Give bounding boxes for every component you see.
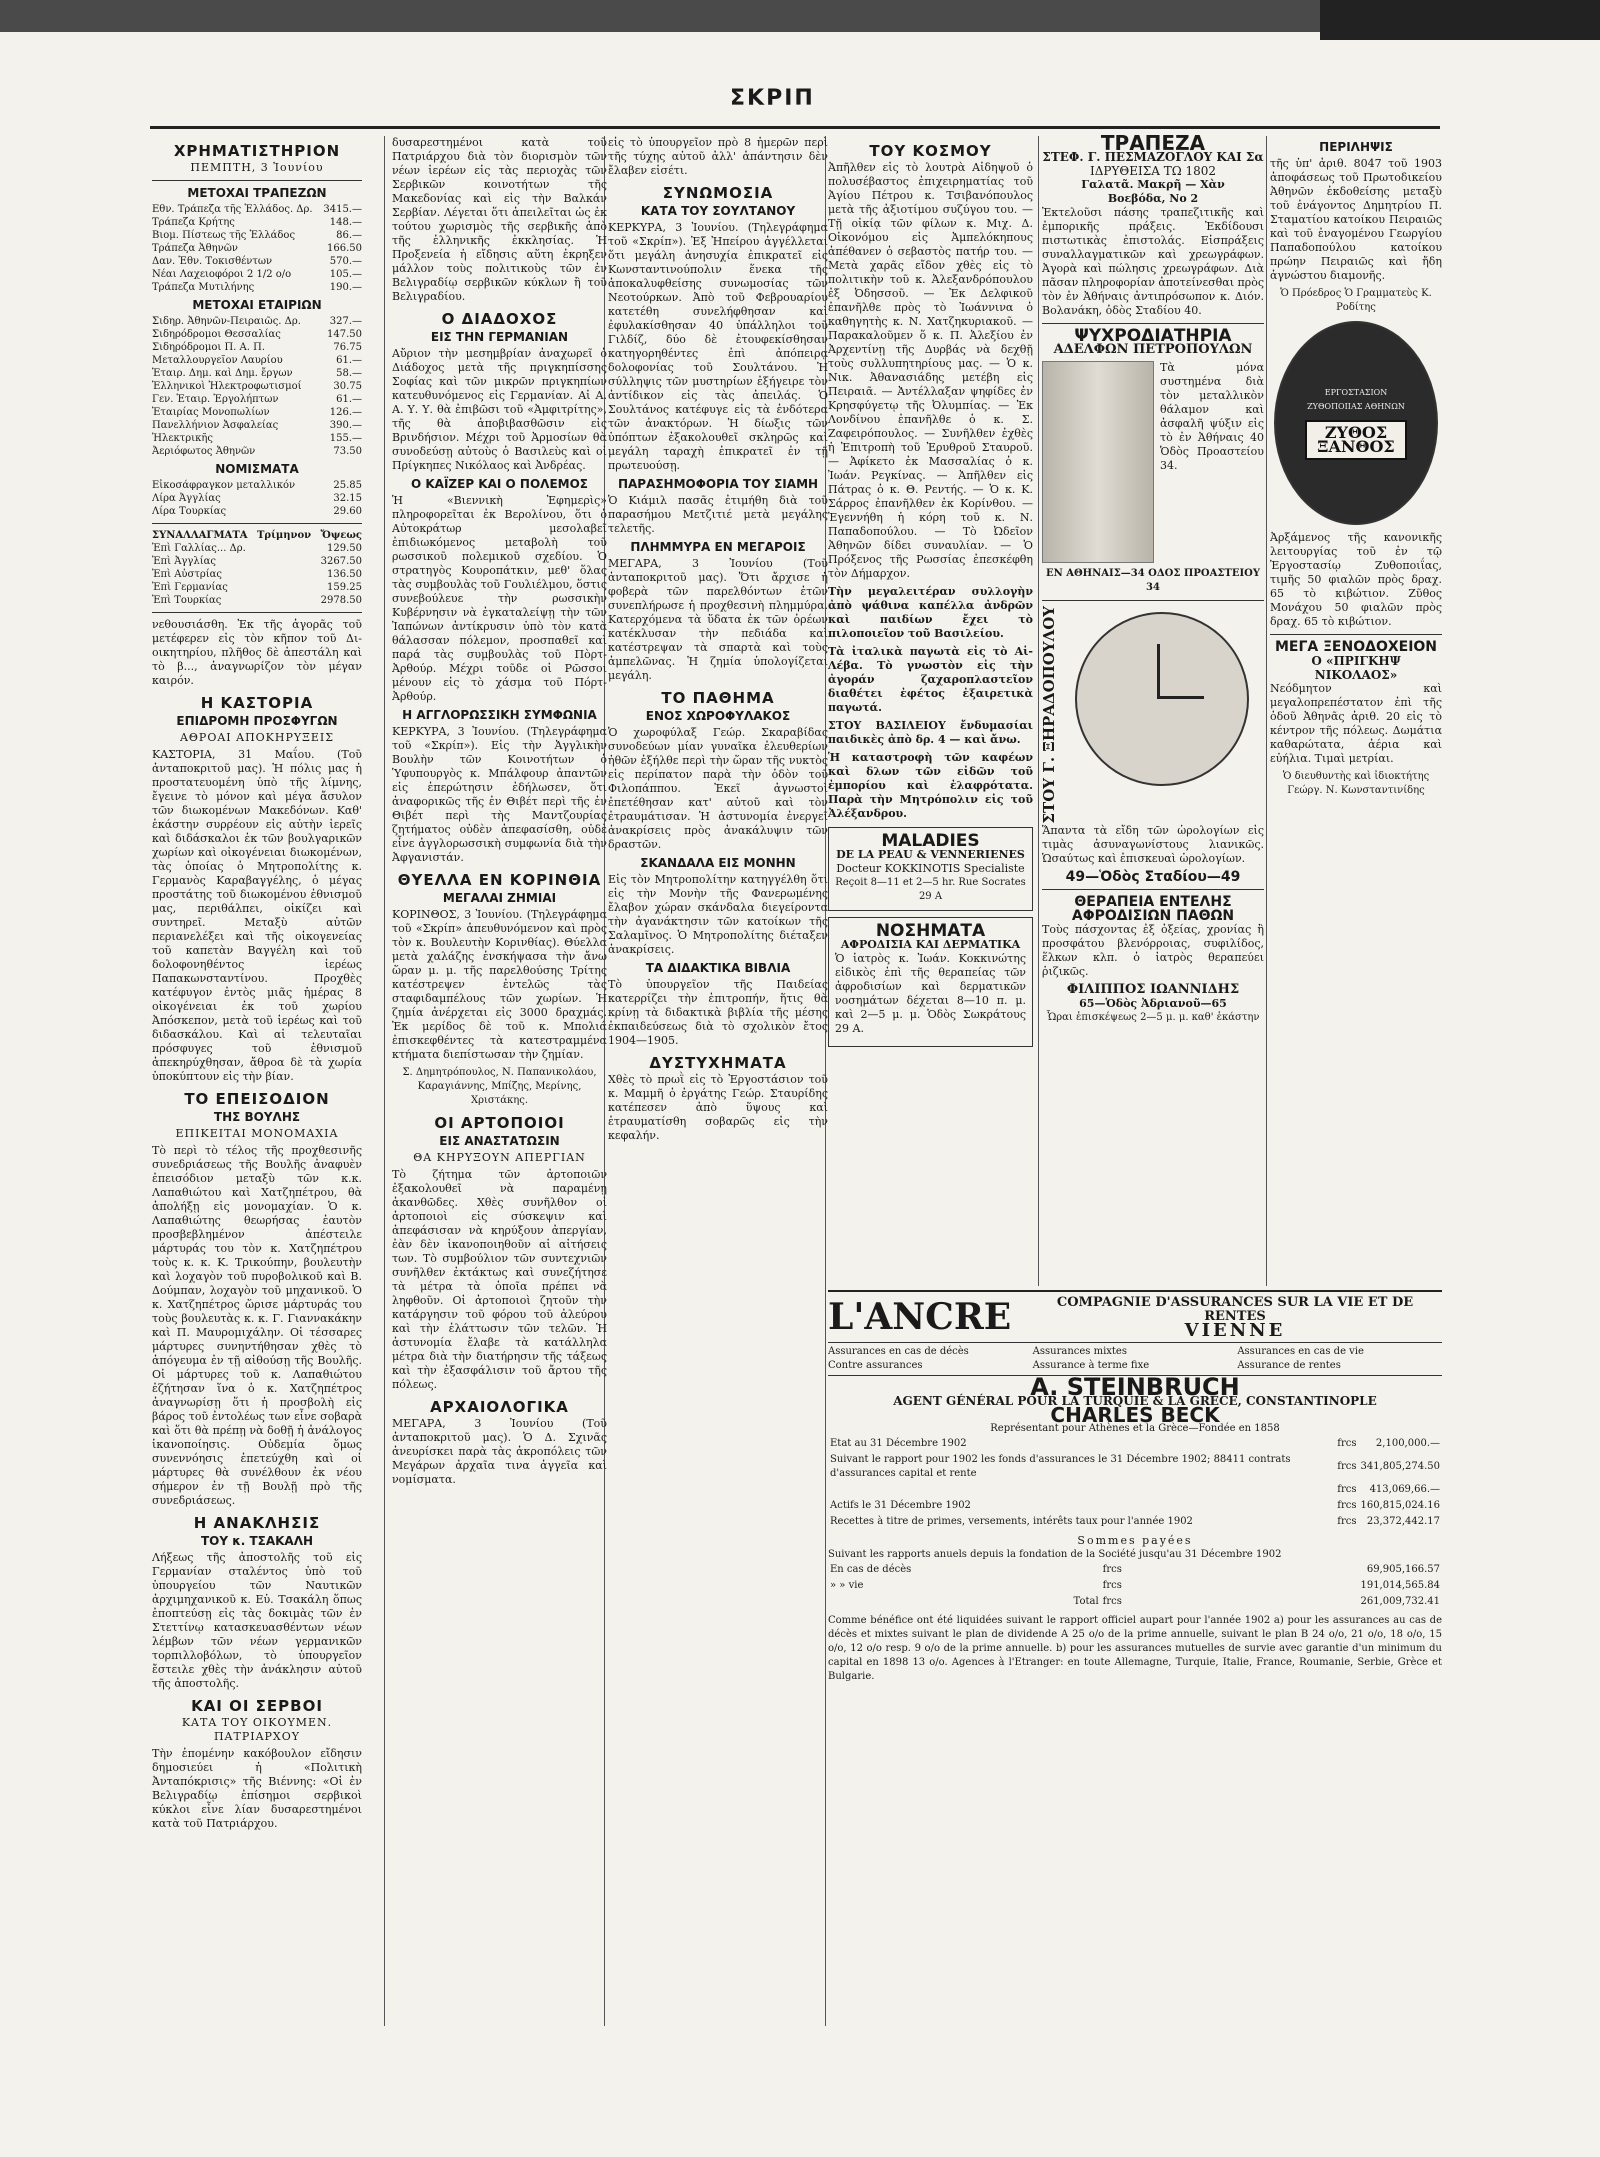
fridge-title: ΨΥΧΡΟΔΙΑΤΗΡΙΑ: [1074, 326, 1232, 346]
banks-table: [152, 203, 362, 294]
table-row: Βιομ. Πίστεως τῆς Ἑλλάδος 86.—: [152, 230, 362, 241]
table-row: Ἀεριόφωτος Ἀθηνῶν 73.50: [152, 446, 362, 457]
therapy-hours: Ὧραι ἐπισκέψεως 2—5 μ. μ. καθ' ἑκάστην: [1046, 1011, 1260, 1023]
siam-article: Ὁ Κιάμιλ πασᾶς ἐτιμήθη διὰ τοῦ παρασήμου Μετζιτιέ μετὰ μεγάλης τελετῆς.: [608, 494, 828, 535]
table-row: Ἐπὶ Γερμανίας 159.25: [152, 582, 362, 593]
insurance-rep-note: Représentant pour Athènes et la Grèce—Fondée en 1858: [990, 1423, 1280, 1434]
hotel-text: Νεόδμητον καὶ μεγαλοπρεπέστατον ἐπὶ τῆς ὁδοῦ Ἀθηνᾶς ἀριθ. 20 εἰς τὸ κέντρον τῆς πόλεως. Δωμάτια καθαρώτατα, ἀέρια καὶ εὐήλια. Τιμαὶ μετρίαι.: [1270, 682, 1442, 765]
table-row: Actifs le 31 Décembre 1902 frcs 160,815,024.16: [830, 1500, 1440, 1511]
exchange-date: ΠΕΜΠΤΗ, 3 Ἰουνίου: [190, 161, 324, 174]
pathima-title: ΤΟ ΠΑΘΗΜΑ: [661, 689, 775, 707]
prince-article: Αὔριον τὴν μεσημβρίαν ἀναχωρεῖ ὁ Διάδοχος μετὰ τῆς πριγκηπίσσης Σοφίας καὶ τῶν μικρῶν πριγκηπίων κατευθυνόμενος εἰς Γερμανίαν. Αἱ Α. Α. Υ. Υ. θὰ ἐπιβῶσι τοῦ «Ἀμφιτρίτης», τῆς θὰ ἀποβιβασθῶσιν εἰς Βρινδήσιον. Μέχρι τοῦ Ἀρμοσίων θὰ συνοδεύσῃ αὐτοὺς ὁ Βασιλεὺς καὶ οἱ Πρίγκηπες Νικόλαος καὶ Ἀνδρέας.: [392, 347, 607, 472]
corinth-article: ΚΟΡΙΝΘΟΣ, 3 Ἰουνίου. (Τηλεγράφημα τοῦ «Σκρίπ» ἀπευθυνόμενον καὶ πρὸς τὸν κ. Βουλευτὴν Κορινθίας). Θύελλα μετὰ χαλάζης ἐνσκήψασα τὴν ἄνω ὥραν μ. μ. τῆς παρελθούσης Τρίτης κατέστρεψεν ἐντελῶς τὰς σταφιδαμπέλους τῶν χωρίων. Ἡ ζημία ἀνέρχεται εἰς 3000 δραχμάς. Ἐκ μερίδος δὲ τοῦ κ. Μπολιά ἐπισκεφθέντες τὰ κατεστραμμένα κτήματα διεπίστωσαν τὴν ζημίαν.: [392, 908, 607, 1061]
table-row: Πανελλήνιον Ἀσφαλείας 390.—: [152, 420, 362, 431]
masthead: ΣΚΡΙΠ: [730, 86, 815, 111]
bank-founded: ΙΔΡΥΘΕΙΣΑ ΤΩ 1802: [1089, 164, 1216, 178]
insurance-city: VIENNE: [1184, 1320, 1286, 1341]
insurance-paid-note: Suivant les rapports anuels depuis la fondation de la Société jusqu'au 31 Décembre 1902: [828, 1549, 1282, 1560]
maladies-title: MALADIES: [881, 831, 980, 851]
table-row: Δαν. Ἐθν. Τοκισθέντων 570.—: [152, 256, 362, 267]
conspiracy-title: ΣΥΝΩΜΟΣΙΑ: [662, 184, 774, 202]
table-row: Ἑταιρίας Μονοπωλίων 126.—: [152, 407, 362, 418]
kaiser-article: Ἡ «Βιεννικὴ Ἐφημερὶς» πληροφορεῖται ἐκ Βερολίνου, ὅτι ὁ Αὐτοκράτωρ μεσολαβεῖ ἐπιδιωκόμενος μεταβολὴ τοῦ ρωσσικοῦ πολεμικοῦ σχεδίου. Ὁ στρατηγὸς Κουροπάτκιν, μεθ' ὅλας τὰς συμβουλὰς τοῦ Γουλιέλμου, ὅστις συνεβούλευε τὴν ρωσσικὴν Κυβέρνησιν νὰ ἐγκαταλείψῃ τὴν τῶν Ἰαπώνων ἀντίκρυσιν ὑπὸ τὸν κατὰ θάλασσαν πόλεμον, προσπαθεῖ καὶ παρά τὰς συμβουλὰς τοῦ Πὸρτ-Ἀρθούρ. Μέχρι τοῦδε οἱ Ρῶσσοι μένουν εἰς τὸ χάσμα τοῦ Πόρτ-Ἀρθούρ.: [392, 494, 607, 703]
table-row: Total frcs 261,009,732.41: [1073, 1596, 1440, 1607]
kastoria-title: Η ΚΑΣΤΟΡΙΑ: [200, 694, 314, 712]
diseases-ad: [828, 917, 1033, 1047]
table-row: Τράπεζα Ἀθηνῶν 166.50: [152, 243, 362, 254]
agreement-title: Η ΑΓΓΛΟΡΩΣΣΙΚΗ ΣΥΜΦΩΝΙΑ: [402, 708, 597, 722]
maladies-doctor: Docteur KOKKINOTIS Specialiste: [836, 862, 1025, 875]
table-row: Εθν. Τράπεζα τῆς Ἑλλάδος. Δρ. 3415.—: [152, 204, 362, 215]
insurance-paid-table: [828, 1562, 1442, 1610]
watch-text: Ἅπαντα τὰ εἴδη τῶν ὡρολογίων εἰς τιμὰς ἀσυναγωνίστους λιανικῶς. Ὡσαύτως καὶ ἐπισκευαὶ ὡρολογίων.: [1042, 823, 1264, 865]
column-divider: [1038, 136, 1039, 1286]
therapy-title: ΘΕΡΑΠΕΙΑ ΕΝΤΕΛΗΣ: [1074, 893, 1232, 910]
table-row: Ἑλληνικοὶ Ἠλεκτροφωτισμοί 30.75: [152, 381, 362, 392]
notice-text: τῆς ὑπ' ἀριθ. 8047 τοῦ 1903 ἀποφάσεως τοῦ Πρωτοδικείου Ἀθηνῶν ἐκδοθείσης μεταξὺ τοῦ ἐνάγοντος Δημητρίου Π. Σταματίου κατοίκου Πειραιῶς καὶ τοῦ ἐναγομένου Γεωργίου Παπαδοπούλου κατοίκου πρώην Πειραιῶς καὶ ἤδη ἀγνώστου διαμονῆς.: [1270, 157, 1442, 282]
bank-street: Βοεβόδα, No 2: [1107, 192, 1199, 205]
books-title: ΤΑ ΔΙΔΑΚΤΙΚΑ ΒΙΒΛΙΑ: [645, 961, 791, 975]
table-row: Λίρα Ἀγγλίας 32.15: [152, 493, 362, 504]
table-row: Ἐπὶ Αὐστρίας 136.50: [152, 569, 362, 580]
insurance-rep: CHARLES BECK: [1050, 1403, 1220, 1427]
kastoria-subtitle-2: ΑΘΡΟΑΙ ΑΠΟΚΗΡΥΞΕΙΣ: [179, 731, 335, 744]
scandal-title: ΣΚΑΝΔΑΛΑ ΕΙΣ ΜΟΝΗΝ: [640, 856, 796, 870]
bakers-subtitle-2: ΘΑ ΚΗΡΥΞΟΥΝ ΑΠΕΡΓΙΑΝ: [413, 1151, 586, 1164]
table-row: Νέαι Λαχειοφόροι 2 1/2 ο/ο 105.—: [152, 269, 362, 280]
column-3: [608, 136, 828, 2026]
table-row: Λίρα Τουρκίας 29.60: [152, 506, 362, 517]
world-article: Ἀπῆλθεν εἰς τὸ λουτρὰ Αἰδηψοῦ ὁ πολυσέβαστος ἐπιχειρηματίας τοῦ Ἀγίου Πέτρου κ. Τσιβανόπουλος μετὰ τῆς ἀξιοτίμου συζύγου του. — Τῇ οἰκίᾳ τῶν φίλων κ. Μιχ. Δ. Οἰκονόμου εἰς Ἀμπελόκηπους ἀπέθανεν ὁ σεβαστὸς πατήρ του. — Μετὰ χαρᾶς εἴδον χθὲς εἰς τὸ πολιτικὴν τοῦ κ. Ἀλεξανδρόπουλου ἐξ Ὀδησσοῦ. — Ἐκ Δελφικοῦ ἐπανῆλθε πρὸς τὸ Ἰωάννινα ὁ καθηγητὴς κ. Ν. Χατζηκυριακοῦ. — Παρακαλοῦμεν ὅ κ. Π. Ἀλεξίου ἐν Ἀρχεντίνῃ τῆς Δυρβάς νὰ δεχθῇ τοὺς συλλυπητηρίους μας. — Ὁ κ. Νικ. Ἀθανασιάδης μετέβη εἰς Πειραιᾶ. — Ἀντέλλαξαν ψηφίδες ἐν Κρησφύγετῳ τῆς Ὀλυμπίας. — Ἐκ Λονδίνου ἐπανῆλθε ὁ κ. Σ. Ζαφειρόπουλος. — Συνῆλθεν ἐχθὲς ἡ Ἐπιτροπὴ τοῦ Ἐρυθροῦ Σταυροῦ. — Ἀφίκετο ἐκ Μασσαλίας ὁ κ. Ἰωάν. Ρεγκίνας. — Ἀπῆλθεν εἰς Πάτρας ὁ κ. Θ. Ρεντής. — Ὁ κ. Κ. Σάρρος ἐπανῆλθεν ἐκ Κορίνθου. — Ἐγεννήθη ἡ κόρη τοῦ κ. Ν. Παπαδοπούλου. — Τὸ Ὠδεῖον Ἀθηνῶν δίδει συναυλίαν. — Ὁ Πρόξενος τῆς Ρωσσίας ἐπεσκέφθη τὸν Δήμαρχον.: [828, 161, 1033, 580]
table-row: Γεν. Ἑταιρ. Ἐργολήπτων 61.—: [152, 394, 362, 405]
kaiser-title: Ο ΚΑΪΖΕΡ ΚΑΙ Ο ΠΟΛΕΜΟΣ: [411, 477, 588, 491]
insurance-table: [828, 1436, 1442, 1530]
insurance-ad: [828, 1290, 1442, 1688]
episode-subtitle: ΤΗΣ ΒΟΥΛΗΣ: [213, 1110, 301, 1124]
accidents-title: ΔΥΣΤΥΧΗΜΑΤΑ: [649, 1054, 787, 1072]
pocket-watch-icon: [1075, 612, 1249, 786]
table-row: Μεταλλουργεῖον Λαυρίου 61.—: [152, 355, 362, 366]
table-row: Etat au 31 Décembre 1902 frcs 2,100,000.—: [830, 1438, 1440, 1449]
insurance-brand: L'ANCRE: [828, 1296, 1012, 1338]
serbs-title: ΚΑΙ ΟΙ ΣΕΡΒΟΙ: [191, 1697, 323, 1715]
insurance-footer: Comme bénéfice ont été liquidées suivant le rapport officiel aupart pour l'année 1902 a) pour les assurances au cas de décès et mixtes suivant le plan de dividende A 25 o/o de la prime annuelle, suivant le plan B 24 o/o, 21 o/o, 18 o/o, 15 o/o, 12 o/o resp. 9 o/o de la prime annuelle. b) pour les assurances mutuelles de survie avec garantie d'un minimum du capital en 1898 13 o/o. Agences à l'Etranger: en toute Allemagne, Turquie, Italie, France, Roumanie, Serbie, Grèce et Bulgarie.: [828, 1615, 1442, 1682]
watch-address: 49—Ὁδὸς Σταδίου—49: [1065, 868, 1241, 885]
conspiracy-subtitle: ΚΑΤΑ ΤΟΥ ΣΟΥΛΤΑΝΟΥ: [640, 204, 796, 218]
bakers-article: Τὸ ζήτημα τῶν ἀρτοποιῶν ἐξακολουθεῖ νὰ παραμένῃ ἀκανθῶδες. Χθὲς συνῆλθον οἱ ἀρτοποιοὶ εἰς σύσκεψιν καὶ ἀπεφάσισαν νὰ κηρύξουν ἀπεργίαν, ἐὰν δὲν ἱκανοποιηθοῦν αἱ αἰτήσεις των. Τὸ συμβούλιον τῶν συντεχνιῶν συνῆλθεν ἐκτάκτως καὶ συνεζήτησε τὰ μέτρα τὰ ὁποῖα πρέπει νὰ ληφθοῦν. Οἱ ἀρτοποιοὶ ζητοῦν τὴν κατάργησιν τοῦ φόρου τοῦ ἀλεύρου καὶ τὴν ἐλάττωσιν τῶν τελῶν. Ἡ ἀστυνομία ἔλαβε τὰ κατάλληλα μέτρα διὰ τὴν διατήρησιν τῆς τάξεως καὶ τὴν ἐξασφάλισιν τοῦ ἄρτου τῆς πόλεως.: [392, 1168, 607, 1391]
companies-title: ΜΕΤΟΧΑΙ ΕΤΑΙΡΙΩΝ: [192, 298, 322, 312]
serbs-subtitle: ΚΑΤΑ ΤΟΥ ΟΙΚΟΥΜΕΝ. ΠΑΤΡΙΑΡΧΟΥ: [181, 1716, 333, 1743]
banks-title: ΜΕΤΟΧΑΙ ΤΡΑΠΕΖΩΝ: [187, 186, 327, 200]
world-title: ΤΟΥ ΚΟΣΜΟΥ: [869, 142, 992, 160]
siam-title: ΠΑΡΑΣΗΜΟΦΟΡΙΑ ΤΟΥ ΣΙΑΜΗ: [617, 477, 819, 491]
agreement-article: ΚΕΡΚΥΡΑ, 3 Ἰουνίου. (Τηλεγράφημα τοῦ «Σκρίπ»). Εἰς τὴν Ἀγγλικὴν Βουλὴν τῶν Κοινοτήτων ὁ Ὑφυπουργὸς κ. Μπάλφουρ ἀπαντῶν εἰς ἐπερώτησιν ἐδήλωσεν, ὅτι ἀναφορικῶς τῆς ἐν Θιβέτ περὶ τῆς ἐν Θιβέτ περὶ τὴς Μαντζουρίας ζητήματος οὐδὲν ἀπεφασίσθη, οὐδὲ εἶνε ἀγγλορωσσικὴ συμφωνία διὰ τὴν Ἀφγανιστάν.: [392, 725, 607, 864]
beer-label-seal: [1274, 321, 1438, 525]
column-1: [152, 136, 362, 2026]
column-divider: [1266, 136, 1267, 1286]
fridge-footer: ΕΝ ΑΘΗΝΑΙΣ—34 ΟΔΟΣ ΠΡΟΑΣΤΕΙΟΥ 34: [1045, 568, 1261, 593]
table-row: Ἠλεκτρικῆς 155.—: [152, 433, 362, 444]
table-row: Ἑταιρ. Δημ. καὶ Δημ. ἔργων 58.—: [152, 368, 362, 379]
top-article: εἰς τὸ ὑπουργεῖον πρὸ 8 ἡμερῶν περὶ τῆς τύχης αὐτοῦ ἀλλ' ἀπάντησιν δὲν ἔλαβεν εἰσέτι.: [608, 136, 828, 177]
table-row: Ἐπὶ Ἀγγλίας 3267.50: [152, 556, 362, 567]
column-4: [828, 136, 1033, 1286]
archaeo-title: ΑΡΧΑΙΟΛΟΓΙΚΑ: [430, 1398, 569, 1416]
recall-subtitle: ΤΟΥ κ. ΤΣΑΚΑΛΗ: [200, 1534, 314, 1548]
table-row: Σιδηρόδρομοι Π. Α. Π. 76.75: [152, 342, 362, 353]
table-row: Σιδηρόδρομοι Θεσσαλίας 147.50: [152, 329, 362, 340]
diseases-text: Ὁ ἰατρὸς κ. Ἰωάν. Κοκκινώτης εἰδικὸς ἐπὶ τῆς θεραπείας τῶν ἀφροδισίων καὶ δερματικῶν νοσημάτων δέχεται 8—10 π. μ. καὶ 2—5 μ. μ. Ὁδὸς Σωκράτους 29 Α.: [835, 952, 1026, 1035]
exchange-title: ΧΡΗΜΑΤΙΣΤΗΡΙΟΝ: [173, 142, 341, 160]
episode-subtitle-2: ΕΠΙΚΕΙΤΑΙ ΜΟΝΟΜΑΧΙΑ: [175, 1127, 339, 1140]
megara-article: ΜΕΓΑΡΑ, 3 Ἰουνίου (Τοῦ ἀνταποκριτοῦ μας). Ὅτι ἄρχισε ἡ φοβερὰ τῶν παρελθόντων ἐτῶν συνεπλήρωσε ἡ προχθεσινὴ πλημμύρα. Κατερχόμενα τὰ ὕδατα ἐκ τῶν ὀρέων κατέκλυσαν τὴν πεδιάδα καὶ κατέστρεψαν τὰ σπαρτὰ καὶ τοὺς ἀμπελῶνας. Ἡ ζημία ὑπολογίζεται μεγάλη.: [608, 557, 828, 682]
prince-subtitle: ΕΙΣ ΤΗΝ ΓΕΡΜΑΝΙΑΝ: [430, 330, 569, 344]
diseases-subtitle: ΑΦΡΟΔΙΣΙΑ ΚΑΙ ΔΕΡΜΑΤΙΚΑ: [840, 938, 1021, 951]
beer-label-2: ΞΑΝΘΟΣ: [1317, 437, 1395, 456]
therapy-address: 65—Ὁδὸς Ἀδριανοῦ—65: [1079, 996, 1227, 1010]
therapy-text: Τοὺς πάσχοντας ἐξ ὀξείας, χρονίας ἢ προσφάτου βλενόρροιας, συφιλίδος, ἕλκων κλπ. ὁ ἰατρὸς θεραπεύει ῥιζικῶς.: [1042, 922, 1264, 978]
maladies-ad: [828, 827, 1033, 911]
bakers-subtitle: ΕΙΣ ΑΝΑΣΤΑΤΩΣΙΝ: [439, 1134, 560, 1148]
fridge-illustration: [1042, 361, 1154, 563]
coins-table: [152, 479, 362, 518]
insurance-agent-title: AGENT GÉNÉRAL POUR LA TURQUIE & LA GRÈCE, CONSTANTINOPLE: [893, 1394, 1377, 1408]
column-2: [392, 136, 607, 2026]
scandal-article: Εἰς τὸν Μητροπολίτην κατηγγέλθη ὅτι εἰς τὴν Μονὴν τῆς Φανερωμένης ἔλαβον χώραν σκάνδαλα διεγείροντα τὴν ἀγανάκτησιν τῶν κατοίκων τῆς Σαλαμῖνος. Ὁ Μητροπολίτης διέταξεν ἀνακρίσεις.: [608, 873, 828, 956]
table-row: » » vie frcs 191,014,565.84: [830, 1580, 1440, 1591]
fridge-text: Τὰ μόνα συστημένα διὰ τὸν μεταλλικὸν θάλαμον καὶ ἀσφαλῆ ψύξιν εἰς τὸ ἐν Ἀθήναις 40 Ὁδὸς Προαστείου 34.: [1160, 361, 1264, 472]
episode-article: Τὸ περὶ τὸ τέλος τῆς προχθεσινῆς συνεδριάσεως τῆς Βουλῆς ἀναφυὲν ἐπεισόδιον μεταξὺ τῶν κ.κ. Λαπαθιώτου καὶ Χατζηπέτρου, θὰ ἀπολήξῃ εἰς μονομαχίαν. Ὁ κ. Λαπαθιώτης θεωρήσας ἑαυτὸν προσβεβλημένον ἀπέστειλε μάρτυράς του τὸν κ. Χατζηπέτρου τοὺς κ. κ. Κ. Τρικούπην, βουλευτὴν καὶ λοχαγὸν τοῦ πυροβολικοῦ καὶ Β. Δούμπαν, λοχαγὸν τοῦ μηχανικοῦ. Ὁ κ. Χατζηπέτρος ὥρισε μάρτυράς του τοὺς βουλευτὰς κ. κ. Γ. Γιαννακάκην καὶ Π. Μαυρομιχάλην. Οἱ τέσσαρες μάρτυρες συνηντήθησαν χθὲς τὸ ἀπόγευμα ἐν τῇ αἰθούσῃ τῆς Βουλῆς. Οἱ μάρτυρες τοῦ κ. Λαπαθιώτου ἐζήτησαν ἵνα ὁ κ. Χατζηπέτρος ἀναγνωρίσῃ ὅτι ἡ προσβολὴ εἰς βάρος τοῦ ἐντολέως των εἶνε σοβαρὰ καὶ ὅτι θὰ πρέπῃ νὰ δοθῇ ἡ ἀνάλογος ἱκανοποίησις. Οὐδεμία ὅμως συνεννόησις ἐπετεύχθη καὶ οἱ μάρτυρες θὰ συνέλθουν ἐκ νέου σήμερον ἐν τῇ Βουλῇ πρὸ τῆς συνεδριάσεως.: [152, 1144, 362, 1507]
notice-signature: Ὁ Πρόεδρος Ὁ Γραμματεὺς Κ. Ροδίτης: [1280, 288, 1432, 313]
pathima-article: Ὁ χωροφύλαξ Γεώρ. Σκαραβίδας συνοδεύων μίαν γυναῖκα ἐλευθερίων ἠθῶν ἐξήλθε περὶ τὴν ὥραν τῆς νυκτὸς εἰς περίπατον παρὰ τὴν ὁδὸν τοῦ Φιλοπάππου. Ἐκεῖ ἀγνωστοὶ ἐπετέθησαν κατ' αὐτοῦ καὶ τὸν ἐτραυμάτισαν. Ἡ ἀστυνομία ἐνεργεῖ ἀνακρίσεις πρὸς ἀνακάλυψιν τῶν δραστῶν.: [608, 726, 828, 851]
ad-hats: Τὴν μεγαλειτέραν συλλογὴν ἀπὸ ψάθινα καπέλλα ἀνδρῶν καὶ παιδίων ἔχει τὸ πιλοποιεῖον τοῦ Βασιλείου.: [828, 585, 1033, 640]
insurance-agent: A. STEINBRUCH: [1030, 1373, 1240, 1401]
scan-header-band: [0, 0, 1600, 32]
table-row: Recettes à titre de primes, versements, intérêts taux pour l'année 1902 frcs 23,372,442.17: [830, 1516, 1440, 1527]
bank-address: Γαλατᾶ. Μακρῆ — Χὰν: [1081, 178, 1225, 191]
serbs-article: Τὴν ἐπομένην κακόβουλον εἴδησιν δημοσιεύει ἡ «Πολιτικὴ Ἀνταπόκρισις» τῆς Βιέννης: «Οἱ ἐν Βελιγραδίῳ ἐπίσημοι σερβικοὶ κύκλοι εἶνε λίαν δυσαρεστημένοι κατὰ τοῦ Πατριάρχου.: [152, 1747, 362, 1830]
table-row: En cas de décès frcs 69,905,166.57: [830, 1564, 1440, 1575]
beer-ring-text: ΕΡΓΟΣΤΑΣΙΟΝ ΖΥΘΟΠΟΙΙΑΣ ΑΘΗΝΩΝ: [1307, 388, 1405, 411]
table-row: Suivant le rapport pour 1902 les fonds d'assurances le 31 Décembre 1902; 88411 contrats d'assurances capital et rente frcs 341,805,274.50: [830, 1454, 1440, 1479]
therapy-subtitle: ΑΦΡΟΔΙΣΙΩΝ ΠΑΘΩΝ: [1071, 907, 1235, 924]
maladies-subtitle: DE LA PEAU & VENNERIENES: [836, 848, 1025, 861]
column-divider: [384, 136, 385, 2026]
notice-title: ΠΕΡΙΛΗΨΙΣ: [1319, 140, 1393, 154]
bank-text: Ἐκτελοῦσι πάσης τραπεζιτικῆς καὶ ἐμπορικῆς πράξεις. Ἐκδίδουσι πιστωτικὰς ἐπιστολάς. Εἰσπράξεις συναλλαγματικῶν καὶ χρεωγράφων. Ἀγορὰ καὶ πώλησις χρεωγράφων. Διὰ πᾶσαν πληροφορίαν ἀποτείνεσθαι πρὸς τὸν ἐν Ἀθήναις ἀντιπρόσωπον κ. Διόν. Βολανάκη, ὁδὸς Σταδίου 40.: [1042, 206, 1264, 317]
corinth-signatures: Σ. Δημητρόπουλος, Ν. Παπανικολάου, Καραγιάννης, Μπίζης, Μερίνης, Χριστάκης.: [402, 1067, 597, 1106]
megara-title: ΠΛΗΜΜΥΡΑ ΕΝ ΜΕΓΑΡΟΙΣ: [630, 540, 806, 554]
corinth-title: ΘΥΕΛΛΑ ΕΝ ΚΟΡΙΝΘΙΑ: [397, 871, 602, 889]
accidents-article: Χθὲς τὸ πρωῒ εἰς τὸ Ἐργοστάσιον τοῦ κ. Μαμμῆ ὁ ἐργάτης Γεώρ. Σταυρίδης κατέπεσεν ἀπὸ ὕψους καὶ ἐτραυματίσθη σοβαρῶς εἰς τὴν κεφαλήν.: [608, 1073, 828, 1142]
beer-text: Ἀρξάμενος τῆς κανονικῆς λειτουργίας τοῦ ἐν τῷ Ἐργοστασίῳ Ζυθοποιΐας, τιμῆς 50 φιαλῶν πρὸς δραχ. 65 τὸ κιβώτιον. Ζῦθος Μονάχου 50 φιαλῶν πρὸς δραχ. 65 τὸ κιβώτιον.: [1270, 531, 1442, 628]
bank-title: ΤΡΑΠΕΖΑ: [1100, 131, 1206, 155]
maladies-hours: Reçoit 8—11 et 2—5 hr. Rue Socrates 29 A: [835, 877, 1026, 902]
fx-table: [152, 542, 362, 607]
conspiracy-article: ΚΕΡΚΥΡΑ, 3 Ἰουνίου. (Τηλεγράφημα τοῦ «Σκρίπ»). Ἐξ Ἠπείρου ἀγγέλλεται ὅτι μεγάλη ἀνησυχία ἐπικρατεῖ εἰς Κωνσταντινούπολιν ἕνεκα τῆς ἀποκαλυφθείσης συνωμοσίας τῶν Νεοτούρκων. Ἀπὸ τοῦ Φεβρουαρίου κατετέθη συνελήφθησαν καὶ ἐφυλακίσθησαν 40 ὑπάλληλοι τοῦ Γιλδίζ, δύο δὲ ἐτουφεκίσθησαν κατηγορηθέντες ἐπὶ ἀπόπειρᾳ δολοφονίας τοῦ Σουλτάνου. Ἡ σύλληψις τῶν μυστηρίων ἐξήγειρε τὸν ἀντίδικον εἰς τὰς ἀπειλάς. Ὁ Σουλτάνος κατέφυγε εἰς τὰ ἐνδότερα τῶν ἀνακτόρων. Ἡ δίωξις τῶν ὑπόπτων ἐξακολουθεῖ σκληρῶς καὶ μεγάλη ταραχὴ ἐπικρατεῖ ἐν τῇ πρωτευούσῃ.: [608, 221, 828, 472]
coins-title: ΝΟΜΙΣΜΑΤΑ: [215, 462, 299, 476]
recall-article: Λήξεως τῆς ἀποστολῆς τοῦ εἰς Γερμανίαν σταλέντος ὑπὸ τοῦ ὑπουργείου τῶν Ναυτικῶν ἀρχιμηχανικοῦ κ. Εὐ. Τσακάλη ὅπως ἐποπτεύσῃ εἰς τὰς δοκιμὰς τῶν ἐν Στεττίνῳ κατασκευασθέντων νέων λέμβων τῶν νέων γερμανικῶν τορπιλλοβόλων, τὸ ὑπουργεῖον ἔστειλε χθὲς τὴν ἀνάκλησιν αὐτοῦ τῆς ἀποστολῆς.: [152, 1551, 362, 1690]
recall-title: Η ΑΝΑΚΛΗΣΙΣ: [193, 1514, 321, 1532]
episode-title: ΤΟ ΕΠΕΙΣΟΔΙΟΝ: [184, 1090, 330, 1108]
fx-note: νεθουσιάσθη. Ἐκ τῆς ἀγορᾶς τοῦ μετέφερεν εἰς τὸν κῆπον τοῦ Δι- οικητηρίου, πλῆθος δὲ ἀπεστάλη καὶ τὸ β..., ἀναγνωρίζον τὸν μέγαν καιρόν.: [152, 618, 362, 687]
beer-label-1: ΖΥΘΟΣ: [1324, 423, 1388, 442]
hotel-title: ΜΕΓΑ ΞΕΝΟΔΟΧΕΙΟΝ: [1274, 639, 1438, 655]
diseases-title: ΝΟΣΗΜΑΤΑ: [875, 921, 986, 941]
kastoria-subtitle: ΕΠΙΔΡΟΜΗ ΠΡΟΣΦΥΓΩΝ: [176, 714, 338, 728]
table-row: frcs 413,069,66.—: [1337, 1484, 1440, 1495]
ad-clothes: ΣΤΟΥ ΒΑΣΙΛΕΙΟΥ ἔνδυμασίαι παιδικὲς ἀπὸ δρ. 4 — καὶ ἄνω.: [828, 719, 1033, 746]
column-6: [1270, 136, 1442, 1286]
ad-icecream: Τὰ ἰταλικὰ παγωτὰ εἰς τὸ Αἱ-Λέβα. Τὸ γνωστὸν εἰς τὴν ἀγοράν ζαχαροπλαστεῖον διαθέτει ἐφέτος ἐξαιρετικὰ παγωτά.: [828, 645, 1033, 714]
hotel-name: Ο «ΠΡΙΓΚΗΨ ΝΙΚΟΛΑΟΣ»: [1311, 654, 1401, 682]
ad-coffee: Ἡ καταστροφὴ τῶν καφέων καὶ δλων τῶν εἰδῶν τοῦ ἐμπορίου καὶ ἐλαφρότατα. Παρὰ τὴν Μητρόπολιν εἰς τοῦ Ἀλέξανδρου.: [828, 751, 1033, 820]
hotel-signature: Ὁ διευθυντὴς καὶ ἰδιοκτήτης Γεώργ. Ν. Κωνσταντινίδης: [1282, 771, 1430, 796]
insurance-types: Assurances en cas de décès Assurances mixtes Assurances en cas de vie Contre assurances Assurance à terme fixe Assurance de rentes: [828, 1342, 1442, 1376]
companies-table: [152, 315, 362, 458]
insurance-company: COMPAGNIE D'ASSURANCES SUR LA VIE ET DE RENTES: [1056, 1295, 1414, 1324]
pathima-subtitle: ΕΝΟΣ ΧΩΡΟΦΥΛΑΚΟΣ: [645, 709, 791, 723]
column-5: [1040, 131, 1264, 1286]
bank-name: ΣΤΕΦ. Γ. ΠΕΣΜΑΖΟΓΛΟΥ ΚΑΙ Σα: [1042, 150, 1264, 164]
table-row: Τράπεζα Κρήτης 148.—: [152, 217, 362, 228]
continued-article: δυσαρεστημένοι κατὰ τοῦ Πατριάρχου διὰ τὸν διορισμὸν τῶν νέων ἱερέων εἰς τὰς περιοχὰς τῶν Σερβικῶν κοινοτήτων τῆς Μακεδονίας καὶ εἰς τὴν Βαλκάν Σερβίαν. Λέγεται ὅτι ἀπειλεῖται ὡς ἐκ τούτου χωρισμὸς τῆς σερβικῆς ἀπὸ τῆς ἑλληνικῆς ἐκκλησίας. Ἡ Προξενεία ἡ εἴδησις αὕτη ἐκρηξεν μάλλον τοὺς πολιτικοὺς τῶν ἐν Βελιγραδίῳ σερβικῶν κύκλων ἢ τοῦ Βελιγραδίου.: [392, 136, 607, 303]
therapy-doctor: ΦΙΛΙΠΠΟΣ ΙΩΑΝΝΙΔΗΣ: [1066, 981, 1240, 997]
corinth-subtitle: ΜΕΓΑΛΑΙ ΖΗΜΙΑΙ: [442, 891, 557, 905]
masthead-rule: [150, 126, 1440, 129]
fx-header: ΣΥΝΑΛΛΑΓΜΑΤΑ Τρίμηνον Ὄψεως: [152, 530, 362, 541]
table-row: Ἐπὶ Τουρκίας 2978.50: [152, 595, 362, 606]
fridge-subtitle: ΑΔΕΛΦΩΝ ΠΕΤΡΟΠΟΥΛΩΝ: [1053, 342, 1253, 357]
books-article: Τὸ ὑπουργεῖον τῆς Παιδείας κατερρίζει τὴν ἐπιτροπήν, ἥτις θὰ κρίνῃ τὰ διδακτικὰ βιβλία τῆς μέσης ἐκπαιδεύσεως διὰ τὸ σχολικὸν ἔτος 1904—1905.: [608, 978, 828, 1047]
kastoria-article: ΚΑΣΤΟΡΙΑ, 31 Μαΐου. (Τοῦ ἀνταποκριτοῦ μας). Ἡ πόλις μας ἡ προστατευομένη ὑπὸ τῆς λίμνης, ἔγεινε τὸ μόνον καὶ μέγα ἄσυλον τῶν διωκομένων Μακεδόνων. Καθ' ἑκάστην συρρέουν εἰς αὐτὴν ἱερεῖς καὶ διδάσκαλοι ἐκ τῶν βουλγαρικῶν χωρίων καὶ οἰκογένειαι διωκομένων, τὰς ὁποίας ὁ Μητροπολίτης κ. Γερμανὸς Καραβαγγέλης, ὁ μέγας προστάτης τοῦ διωκομένου ἐθνισμοῦ μας, περιθάλπει, οἰκίζει καὶ συντηρεῖ. Μεταξὺ αὐτῶν περιανελέξει καὶ τῆς οἰκογενείας τοῦ καπετὰν Βαγγέλη καὶ τοῦ δολοφονηθέντος ἱερέως Παπακωνσταντίνου. Προχθὲς κατέφυγον ἐντὸς μιᾶς ἡμέρας 8 οἰκογένειαι ἐκ τοῦ χωρίου Ἀπόσκεπον, μετὰ τοῦ ἱερέως καὶ τοῦ διδασκάλου. Καὶ αἱ τελευταῖαι πρόσφυγες τοῦ ἐθνισμοῦ ἀπεκηρύχθησαν, ἄθροα δὲ τὰ χωρία ὑποκύπτουν εἰς τὴν βίαν.: [152, 748, 362, 1083]
prince-title: Ο ΔΙΑΔΟΧΟΣ: [441, 310, 558, 328]
table-row: Ἐπὶ Γαλλίας... Δρ. 129.50: [152, 543, 362, 554]
table-row: Τράπεζα Μυτιλήνης 190.—: [152, 282, 362, 293]
archaeo-article: ΜΕΓΑΡΑ, 3 Ἰουνίου (Τοῦ ἀνταποκριτοῦ μας). Ὁ Δ. Σχινᾶς ἀνευρίσκει παρὰ τὰς ἀκροπόλεις τῶν Μεγάρων ἀρχαῖα τινα ἀγγεῖα καὶ νομίσματα.: [392, 1417, 607, 1486]
insurance-paid-title: Sommes payées: [1077, 1534, 1193, 1547]
bakers-title: ΟΙ ΑΡΤΟΠΟΙΟΙ: [434, 1114, 565, 1132]
table-row: Σιδηρ. Ἀθηνῶν-Πειραιῶς. Δρ. 327.—: [152, 316, 362, 327]
table-row: Εἰκοσάφραγκον μεταλλικόν 25.85: [152, 480, 362, 491]
watch-side-label: ΣΤΟΥ Γ. ΞΗΡΑΔΟΠΟΥΛΟΥ: [1040, 606, 1058, 824]
